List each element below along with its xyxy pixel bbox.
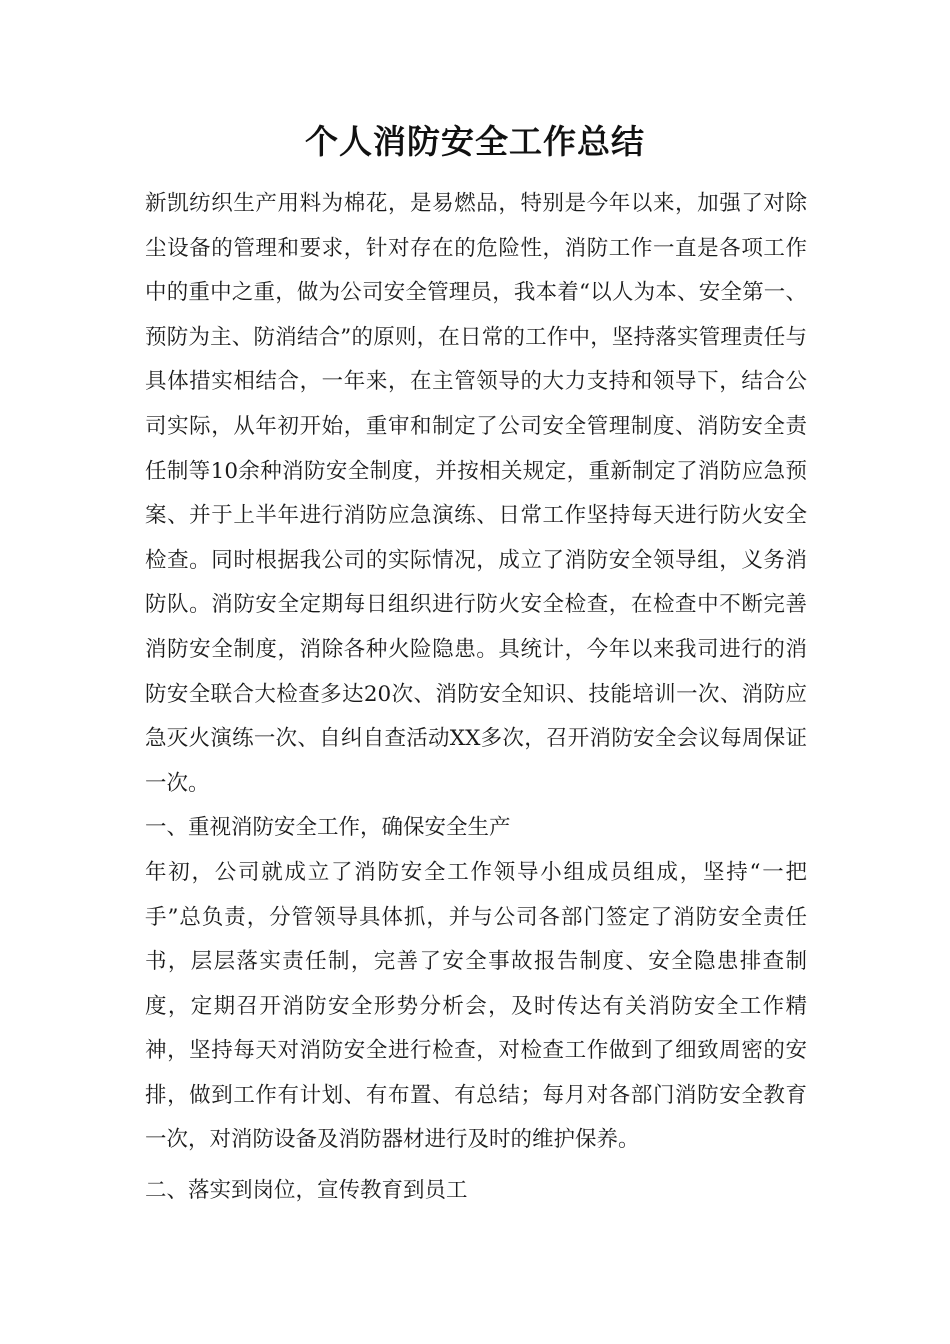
paragraph-section-1: 年初，公司就成立了消防安全工作领导小组成员组成，坚持“一把手”总负责，分管领导具体抓，并与公司各部门签定了消防安全责任书，层层落实责任制，完善了安全事故报告制度、安全隐患排查制度，定期召开消防安全形势分析会，及时传达有关消防安全工作精神，坚持每天对消防安全进行检查，对检查工作做到了细致周密的安排，做到工作有计划、有布置、有总结；每月对各部门消防安全教育一次，对消防设备及消防器材进行及时的维护保养。 (145, 859, 807, 1153)
document-body (145, 182, 807, 1214)
paragraph-intro: 新凯纺织生产用料为棉花，是易燃品，特别是今年以来，加强了对除尘设备的管理和要求，针对存在的危险性，消防工作一直是各项工作中的重中之重，做为公司安全管理员，我本着“以人为本、安全第一、预防为主、防消结合”的原则，在日常的工作中，坚持落实管理责任与具体措实相结合，一年来，在主管领导的大力支持和领导下，结合公司实际，从年初开始，重审和制定了公司安全管理制度、消防安全责任制等10余种消防安全制度，并按相关规定，重新制定了消防应急预案、并于上半年进行消防应急演练、日常工作坚持每天进行防火安全检查。同时根据我公司的实际情况，成立了消防安全领导组，义务消防队。消防安全定期每日组织进行防火安全检查，在检查中不断完善消防安全制度，消除各种火险隐患。具统计，今年以来我司进行的消防安全联合大检查多达20次、消防安全知识、技能培训一次、消防应急灭火演练一次、自纠自查活动XX多次，召开消防安全会议每周保证一次。 (145, 191, 807, 796)
section-heading-1: 一、重视消防安全工作，确保安全生产 (145, 815, 511, 841)
document-title: 个人消防安全工作总结 (305, 122, 645, 161)
section-heading-2: 二、落实到岗位，宣传教育到员工 (145, 1178, 468, 1204)
